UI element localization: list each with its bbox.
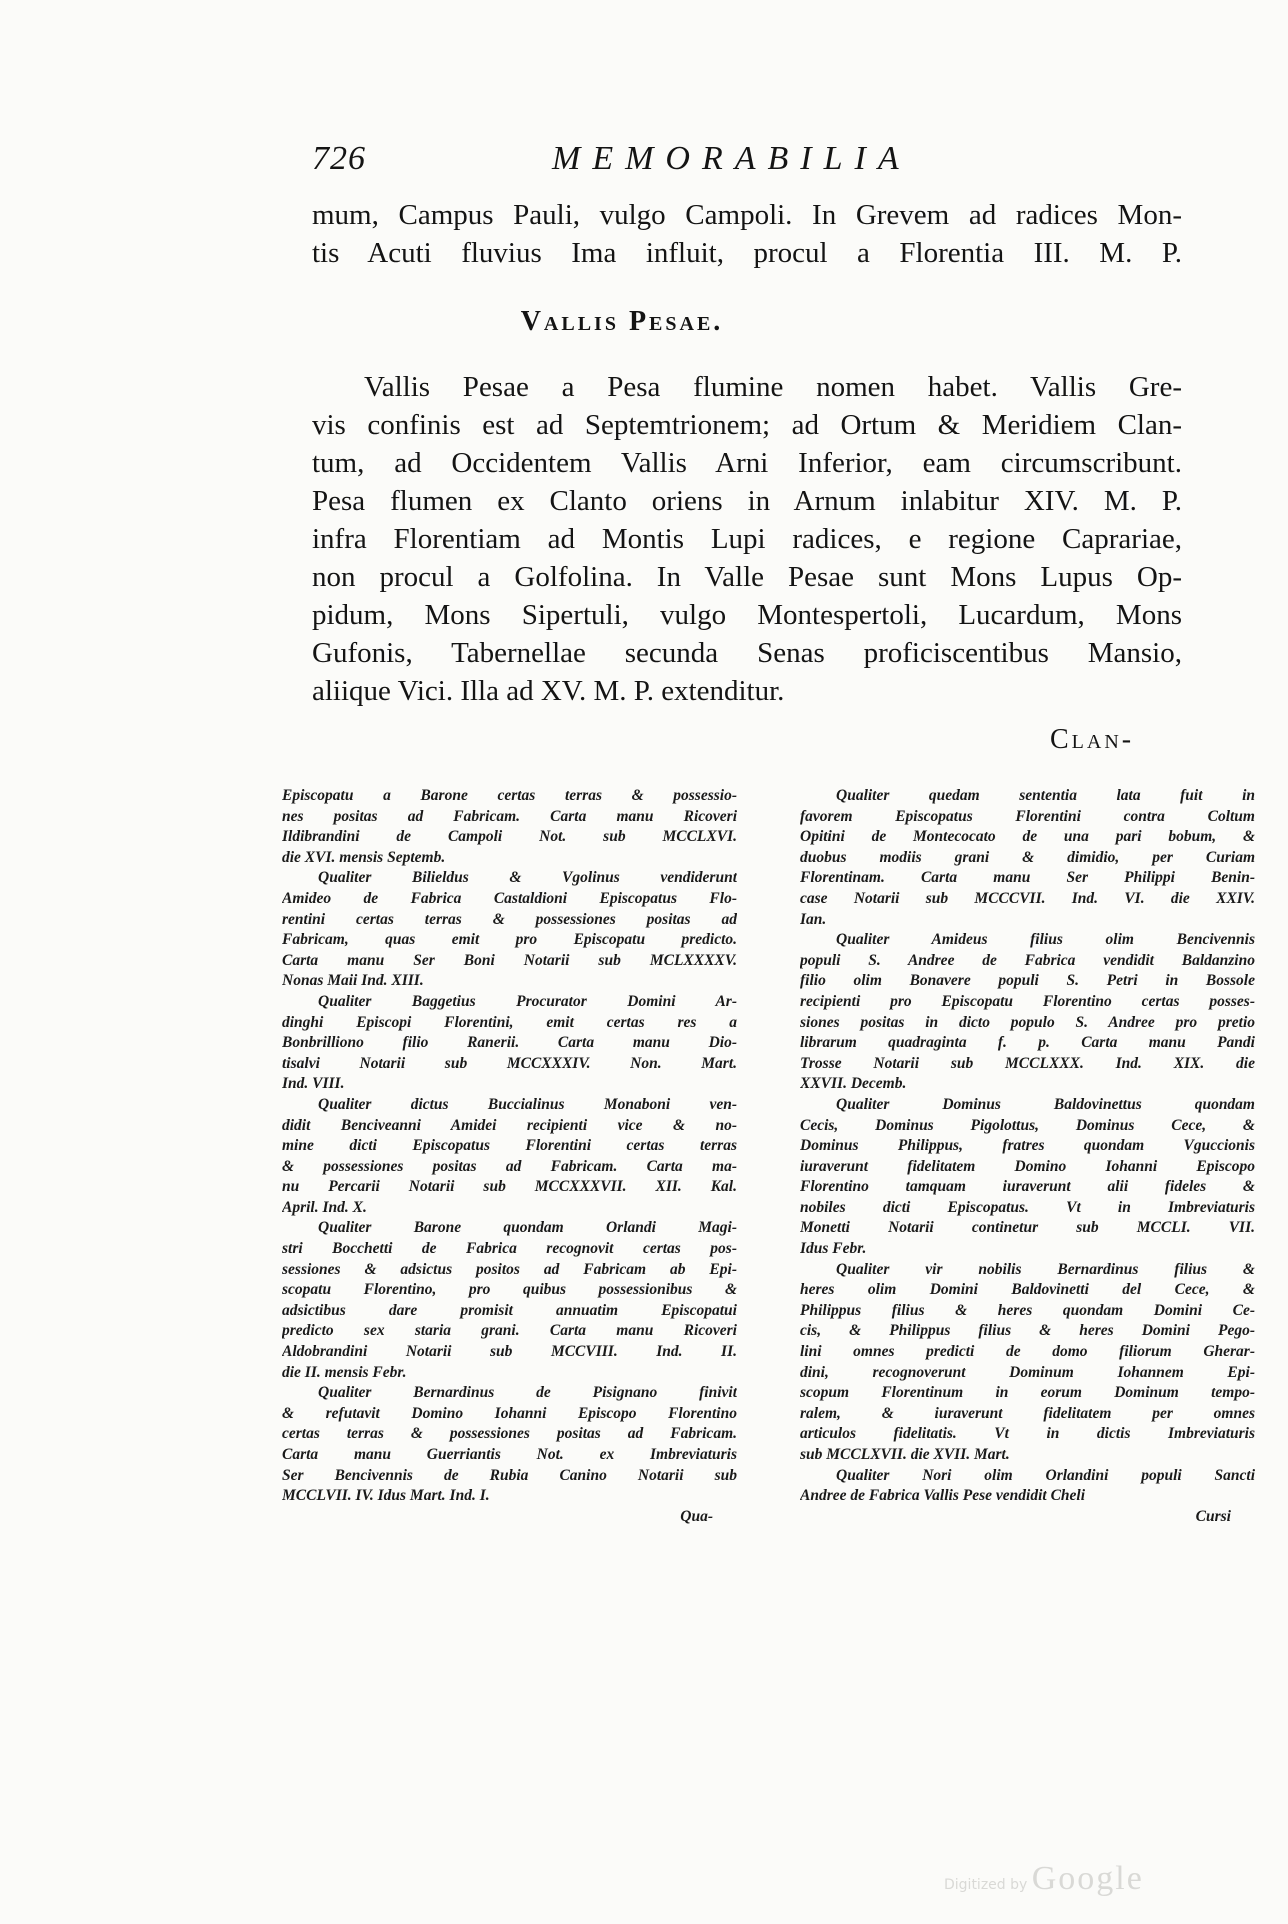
note-line: nobiles dicti Episcopatus. Vt in Imbreviaturis [800,1198,1255,1216]
note-line: lini omnes predicti de domo filiorum Gherar- [800,1343,1255,1361]
watermark-prefix: Digitized by [944,1877,1028,1893]
note-line: die II. mensis Febr. [282,1363,407,1381]
text-line: aliique Vici. Illa ad XV. M. P. extenditur. [312,675,785,707]
note-line: Cursi [1195,1507,1231,1525]
note-line: Episcopatu a Barone certas terras & possessio- [282,787,737,804]
note-line: Qualiter Bernardinus de Pisignano finivit [318,1384,737,1402]
note-line: scopatu Florentino, pro quibus possessionibus & [282,1281,737,1299]
digitization-watermark [944,1860,1144,1898]
note-line: Qua- [680,1507,713,1525]
note-line: XXVII. Decemb. [800,1075,907,1093]
text-line: tum, ad Occidentem Vallis Arni Inferior, eam circumscribunt. [312,447,1182,479]
note-line: Qualiter vir nobilis Bernardinus filius & [836,1260,1255,1278]
note-line: ralem, & iuraverunt fidelitatem per omnes [800,1404,1255,1422]
notes-column-left [282,786,737,1527]
note-line: filio olim Bonavere populi S. Petri in Bossole [800,972,1255,990]
note-line: Qualiter Amideus filius olim Bencivennis [836,931,1255,949]
note-line: Carta manu Ser Boni Notarii sub MCLXXXXV. [282,951,737,969]
note-line: & refutavit Domino Iohanni Episcopo Florentino [282,1404,737,1422]
note-line: nu Percarii Notarii sub MCCXXXVII. XII. Kal. [282,1178,737,1196]
note-line: populi S. Andree de Fabrica vendidit Baldanzino [800,951,1255,969]
note-line: Amideo de Fabrica Castaldioni Episcopatus Flo- [282,889,737,907]
note-line: favorem Episcopatus Florentini contra Coltum [800,807,1255,825]
note-line: Monetti Notarii continetur sub MCCLI. VII. [800,1219,1255,1237]
note-line: Qualiter Barone quondam Orlandi Magi- [318,1219,737,1237]
note-line: Qualiter Bilieldus & Vgolinus vendiderunt [318,869,737,887]
note-line: adsictibus dare promisit annuatim Episcopatui [282,1301,737,1319]
note-line: predicto sex staria grani. Carta manu Ricoveri [282,1322,737,1340]
note-line: Fabricam, quas emit pro Episcopatu predicto. [282,931,737,949]
note-line: Qualiter quedam sententia lata fuit in [836,787,1255,804]
text-line: vis confinis est ad Septemtrionem; ad Ortum & Meridiem Clan- [312,409,1182,441]
note-line: case Notarii sub MCCCVII. Ind. VI. die XXIV. [800,889,1255,907]
note-line: Andree de Fabrica Vallis Pese vendidit Cheli [800,1487,1086,1505]
note-line: dini, recognoverunt Dominum Iohannem Epi- [800,1363,1255,1381]
text-line: mum, Campus Pauli, vulgo Campoli. In Grevem ad radices Mon- [312,199,1182,231]
note-line: didit Benciveanni Amidei recipienti vice & no- [282,1116,737,1134]
note-line: die XVI. mensis Septemb. [282,848,446,866]
note-line: dinghi Episcopi Florentini, emit certas res a [282,1013,737,1031]
note-line: Ian. [800,910,827,928]
text-line: tis Acuti fluvius Ima influit, procul a Florentia III. M. P. [312,237,1182,269]
note-line: sub MCCLXVII. die XVII. Mart. [800,1446,1010,1463]
text-line: non procul a Golfolina. In Valle Pesae sunt Mons Lupus Op- [312,561,1182,593]
note-line: Qualiter dictus Buccialinus Monaboni ven- [318,1095,737,1113]
note-line: Qualiter Baggetius Procurator Domini Ar- [318,992,737,1010]
note-line: sessiones & adsictus positos ad Fabricam ab Epi- [282,1260,737,1278]
note-line: heres olim Domini Baldovinetti del Cece, & [800,1281,1255,1299]
text-line: Vallis Pesae a Pesa flumine nomen habet. Vallis Gre- [364,371,1182,403]
note-line: siones positas in dicto populo S. Andree pro pretio [800,1013,1255,1031]
running-title: MEMORABILIA [552,140,911,177]
page-number: 726 [312,140,366,177]
watermark-brand: Google [1031,1860,1144,1897]
note-line: tisalvi Notarii sub MCCXXXIV. Non. Mart. [282,1054,737,1072]
note-line: Ser Bencivennis de Rubia Canino Notarii sub [282,1466,737,1484]
note-line: Qualiter Dominus Baldovinettus quondam [836,1095,1255,1113]
note-line: Qualiter Nori olim Orlandini populi Sancti [836,1466,1255,1484]
note-line: cis, & Philippus filius & heres Domini Pego- [800,1322,1255,1340]
note-line: articulos fidelitatis. Vt in dictis Imbreviaturis [800,1425,1255,1443]
continuation-paragraph [312,196,1182,272]
note-line: MCCLVII. IV. Idus Mart. Ind. I. [282,1487,490,1505]
note-line: Nonas Maii Ind. XIII. [282,972,424,990]
note-line: recipienti pro Episcopatu Florentino certas posses- [800,992,1255,1010]
section-paragraph [312,368,1182,710]
note-line: stri Bocchetti de Fabrica recognovit certas pos- [282,1240,737,1258]
note-line: Florentino tamquam iuraverunt alii fideles & [800,1178,1255,1196]
note-line: librarum quadraginta f. p. Carta manu Pandi [800,1034,1255,1052]
note-line: Aldobrandini Notarii sub MCCVIII. Ind. II. [282,1343,737,1361]
note-line: Opitini de Montecocato de una pari bobum, & [800,828,1255,846]
note-line: mine dicti Episcopatus Florentini certas terras [282,1137,737,1155]
catchword: Clan- [1050,724,1135,755]
note-line: Ind. VIII. [282,1075,345,1093]
running-head [312,140,932,180]
note-line: iuraverunt fidelitatem Domino Iohanni Episcopo [800,1157,1255,1175]
note-line: scopum Florentinum in eorum Dominum tempo- [800,1384,1255,1402]
note-line: Idus Febr. [800,1240,867,1258]
note-line: & possessiones positas ad Fabricam. Carta ma- [282,1157,737,1175]
note-line: nes positas ad Fabricam. Carta manu Ricoveri [282,807,737,825]
text-line: Gufonis, Tabernellae secunda Senas proficiscentibus Mansio, [312,637,1182,669]
note-line: Philippus filius & heres quondam Domini Ce- [800,1301,1255,1319]
section-heading: Vallis Pesae. [520,306,724,337]
note-line: Ildibrandini de Campoli Not. sub MCCLXVI. [282,828,737,846]
text-line: infra Florentiam ad Montis Lupi radices, e regione Caprariae, [312,523,1182,555]
note-line: Carta manu Guerriantis Not. ex Imbreviaturis [282,1446,737,1463]
notes-column-right [800,786,1255,1527]
text-line: Pesa flumen ex Clanto oriens in Arnum inlabitur XIV. M. P. [312,485,1182,517]
note-line: rentini certas terras & possessiones positas ad [282,910,737,928]
note-line: Bonbrilliono filio Ranerii. Carta manu Dio- [282,1034,737,1052]
note-line: duobus modiis grani & dimidio, per Curiam [800,848,1255,866]
note-line: Florentinam. Carta manu Ser Philippi Benin- [800,869,1255,887]
note-line: certas terras & possessiones positas ad Fabricam. [282,1425,737,1443]
text-line: pidum, Mons Sipertuli, vulgo Montespertoli, Lucardum, Mons [312,599,1182,631]
note-line: Trosse Notarii sub MCCLXXX. Ind. XIX. die [800,1054,1255,1072]
note-line: Dominus Philippus, fratres quondam Vguccionis [800,1137,1255,1155]
note-line: April. Ind. X. [282,1198,367,1216]
note-line: Cecis, Dominus Pigolottus, Dominus Cece, & [800,1116,1255,1134]
